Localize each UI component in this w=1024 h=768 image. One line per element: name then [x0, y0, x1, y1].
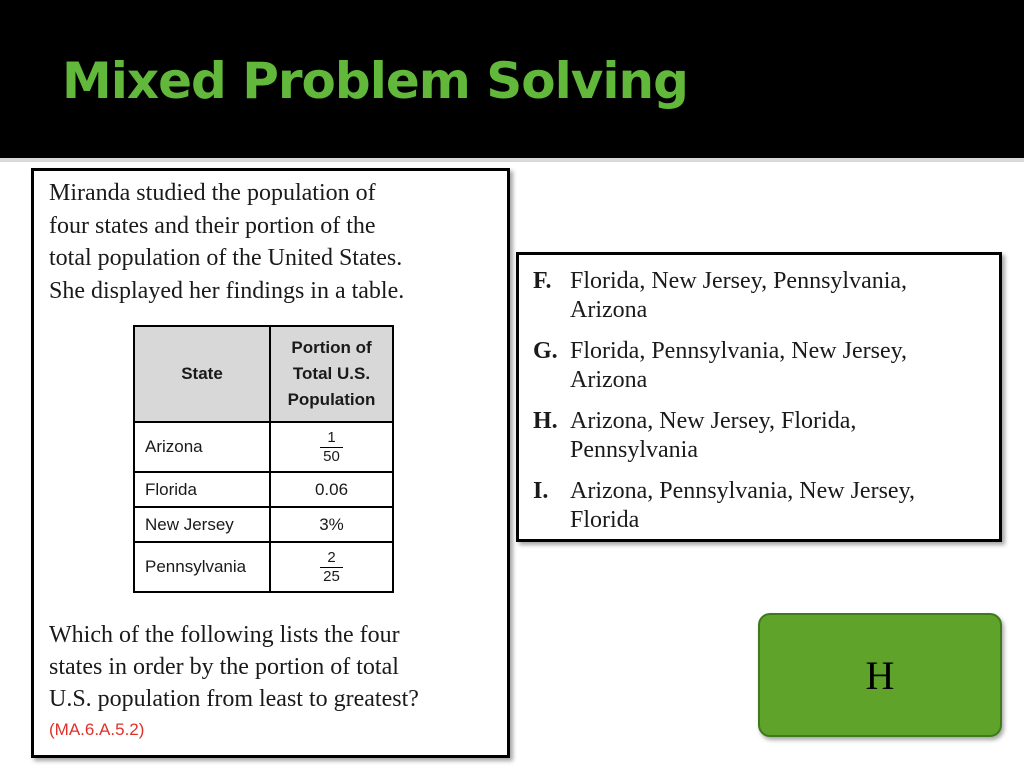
- question-prompt-line: Which of the following lists the four: [49, 622, 400, 648]
- table-row: [134, 507, 393, 542]
- state-cell: New Jersey: [134, 507, 270, 542]
- slide-title: Mixed Problem Solving: [62, 52, 688, 110]
- option-text: [570, 337, 995, 395]
- portion-cell: 3%: [270, 507, 393, 542]
- fraction: [320, 429, 343, 466]
- header-state: State: [134, 326, 270, 422]
- portion-cell: [270, 422, 393, 472]
- option-text: [570, 267, 995, 325]
- fraction: [320, 549, 343, 586]
- table-row: [134, 422, 393, 472]
- question-intro-line: She displayed her findings in a table.: [49, 277, 405, 304]
- option-line: Arizona, New Jersey, Florida,: [570, 408, 857, 434]
- option-letter: G.: [533, 338, 558, 364]
- question-panel: [31, 168, 510, 758]
- option-line: Arizona: [570, 297, 648, 323]
- question-intro-line: Miranda studied the population of: [49, 180, 376, 206]
- option-line: Florida: [570, 507, 640, 533]
- header-portion: [270, 326, 393, 422]
- portion-cell: 0.06: [270, 472, 393, 507]
- portion-cell: [270, 542, 393, 592]
- option-line: Florida, New Jersey, Pennsylvania,: [570, 268, 908, 294]
- header-portion-line: Total U.S.: [292, 364, 371, 383]
- title-bar: [0, 0, 1024, 158]
- option-letter: I.: [533, 478, 549, 504]
- state-cell: Arizona: [134, 422, 270, 472]
- option-letter: F.: [533, 268, 552, 294]
- state-cell: Pennsylvania: [134, 542, 270, 592]
- state-cell: Florida: [134, 472, 270, 507]
- answer-button[interactable]: H: [758, 613, 1002, 737]
- header-portion-line: Portion of: [291, 338, 372, 357]
- option-letter: H.: [533, 408, 558, 434]
- question-intro-line: four states and their portion of the: [49, 212, 376, 239]
- header-portion-line: Population: [287, 390, 376, 409]
- table-row: [134, 472, 393, 507]
- standard-code: (MA.6.A.5.2): [49, 720, 145, 739]
- option-line: Florida, Pennsylvania, New Jersey,: [570, 338, 908, 364]
- question-prompt-line: states in order by the portion of total: [49, 654, 399, 680]
- option-line: Arizona: [570, 367, 648, 393]
- table-row: [134, 542, 393, 592]
- option-line: Arizona, Pennsylvania, New Jersey,: [570, 478, 916, 504]
- option-text: [570, 477, 995, 535]
- population-table: [133, 325, 394, 593]
- option-text: [570, 407, 995, 465]
- question-intro-line: total population of the United States.: [49, 245, 403, 271]
- fraction-denominator: 50: [323, 447, 340, 465]
- fraction-denominator: 25: [323, 567, 340, 585]
- fraction-numerator: 1: [320, 429, 343, 448]
- question-prompt: [49, 619, 519, 715]
- options-panel: [516, 252, 1002, 542]
- fraction-numerator: 2: [320, 549, 343, 568]
- option-line: Pennsylvania: [570, 437, 698, 463]
- question-prompt-line: U.S. population from least to greatest?: [49, 686, 419, 712]
- question-intro: [49, 177, 509, 307]
- table-header-row: [134, 326, 393, 422]
